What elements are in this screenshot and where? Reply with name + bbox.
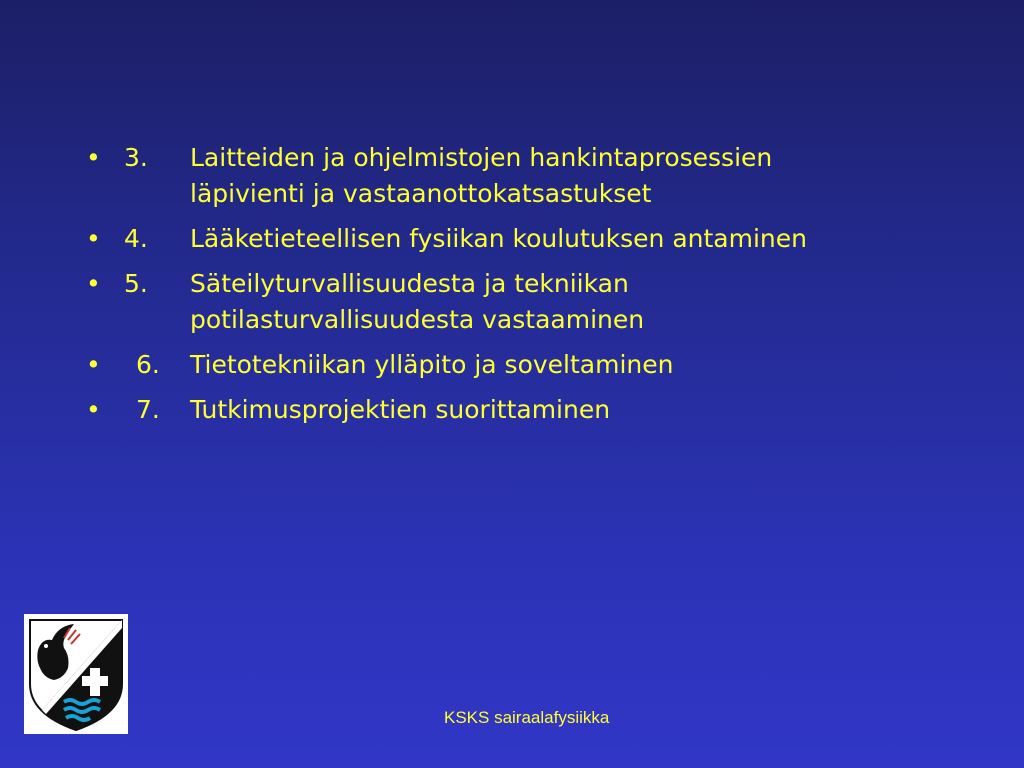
item-text-line: Tutkimusprojektien suorittaminen — [190, 395, 611, 424]
list-item — [86, 221, 986, 257]
coat-of-arms-icon — [24, 614, 128, 734]
item-number: 4. — [124, 224, 148, 253]
item-number: 3. — [124, 143, 148, 172]
bullet: • — [86, 350, 101, 379]
list-item — [86, 347, 986, 383]
item-number: 6. — [136, 350, 160, 379]
footer-text: KSKS sairaalafysiikka — [444, 708, 610, 727]
item-text-line: Lääketieteellisen fysiikan koulutuksen antaminen — [190, 224, 807, 253]
bullet: • — [86, 143, 101, 172]
item-text-line: potilasturvallisuudesta vastaaminen — [190, 305, 645, 334]
item-number: 7. — [136, 395, 160, 424]
item-text-line: Tietotekniikan ylläpito ja soveltaminen — [190, 350, 674, 379]
list-item — [86, 266, 986, 338]
bullet: • — [86, 224, 101, 253]
item-text-line: Laitteiden ja ohjelmistojen hankintaprosessien — [190, 143, 773, 172]
list-item — [86, 392, 986, 428]
bullet: • — [86, 395, 101, 424]
item-text-line: Säteilyturvallisuudesta ja tekniikan — [190, 269, 629, 298]
list-item — [86, 140, 986, 212]
bullet: • — [86, 269, 101, 298]
bullet-list — [86, 140, 986, 437]
item-number: 5. — [124, 269, 148, 298]
item-text-line: läpivienti ja vastaanottokatsastukset — [190, 179, 652, 208]
